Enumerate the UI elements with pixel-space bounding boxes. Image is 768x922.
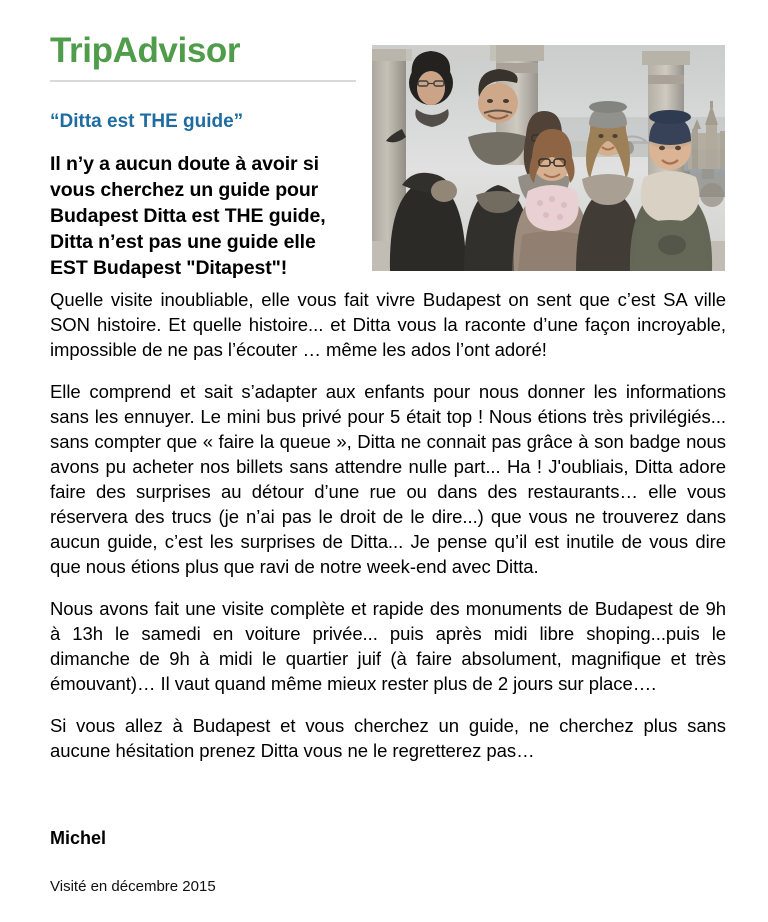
review-photo-image — [372, 45, 725, 271]
review-photo — [372, 45, 725, 271]
review-quote-heading: “Ditta est THE guide” — [50, 111, 244, 132]
review-visit-date: Visité en décembre 2015 — [50, 878, 216, 895]
review-body — [50, 288, 726, 763]
review-author-name: Michel — [50, 828, 107, 848]
review-paragraph: Si vous allez à Budapest et vous cherchez un guide, ne cherchez plus sans aucune hésitation prenez Ditta vous ne le regretterez pas… — [50, 714, 726, 761]
review-lead-paragraph: Il n’y a aucun doute à avoir si vous cherchez un guide pour Budapest Ditta est THE guide, Ditta n’est pas une guide elle EST Budapest "Ditapest"! — [50, 153, 326, 279]
tripadvisor-brand-title: TripAdvisor — [50, 31, 241, 70]
review-paragraph: Nous avons fait une visite complète et rapide des monuments de Budapest de 9h à 13h le samedi en voiture privée... puis après midi libre shoping...puis le dimanche de 9h à midi le quartier juif (à faire absolument, magnifique et très émouvant)… Il vaut quand même mieux rester plus de 2 jours sur place…. — [50, 597, 726, 694]
header-divider — [50, 80, 356, 82]
review-paragraph: Elle comprend et sait s’adapter aux enfants pour nous donner les informations sans les ennuyer. Le mini bus privé pour 5 était top ! Nous étions très privilégiés... sans compter que « faire la queue », Ditta ne connait pas grâce à son badge nous avons pu acheter nos billets sans attendre nulle part... Ha ! J'oubliais, Ditta adore faire des surprises au détour d’une rue ou dans des restaurants… elle vous réservera des trucs (je n’ai pas le droit de le dire...) que vous ne trouverez dans aucun guide, c’est les surprises de Ditta... Je pense qu’il est inutile de vous dire que nous étions plus que ravi de notre week-end avec Ditta. — [50, 380, 726, 577]
review-paragraph: Quelle visite inoubliable, elle vous fait vivre Budapest on sent que c’est SA ville SON histoire. Et quelle histoire... et Ditta vous la raconte d’une façon incroyable, impossible de ne pas l’écouter … même les ados l’ont adoré! — [50, 289, 726, 360]
